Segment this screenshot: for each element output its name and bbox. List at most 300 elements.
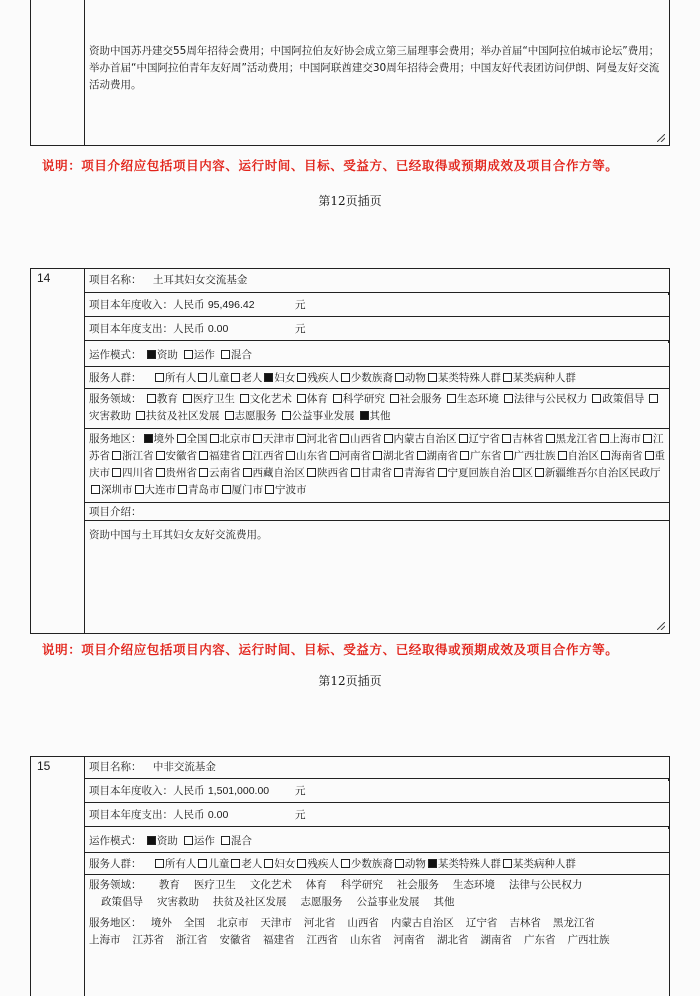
option-label: 吉林省 bbox=[512, 433, 544, 445]
option-item[interactable] bbox=[217, 917, 249, 929]
option-item[interactable] bbox=[251, 433, 295, 445]
option-item[interactable] bbox=[182, 835, 215, 847]
option-item[interactable] bbox=[219, 835, 252, 847]
checkbox-icon[interactable] bbox=[504, 394, 513, 403]
operation-mode-row bbox=[85, 829, 669, 853]
service-region-row bbox=[85, 429, 669, 503]
option-label: 少数族裔 bbox=[350, 372, 393, 384]
option-item[interactable] bbox=[502, 393, 588, 405]
option-item[interactable] bbox=[133, 484, 177, 496]
checkbox-icon[interactable] bbox=[177, 434, 186, 443]
option-label: 教育 bbox=[156, 393, 178, 405]
checkbox-icon[interactable] bbox=[417, 451, 426, 460]
option-item[interactable] bbox=[466, 917, 498, 929]
checkbox-icon[interactable] bbox=[558, 451, 567, 460]
option-item[interactable] bbox=[238, 393, 292, 405]
option-item[interactable] bbox=[341, 879, 383, 891]
option-item[interactable] bbox=[213, 896, 287, 908]
option-label: 江西省 bbox=[306, 934, 338, 946]
option-item[interactable] bbox=[220, 934, 252, 946]
option-item[interactable] bbox=[568, 934, 610, 946]
option-item[interactable] bbox=[393, 372, 426, 384]
option-label: 湖南省 bbox=[426, 450, 458, 462]
checkbox-icon[interactable] bbox=[112, 451, 121, 460]
option-label: 内蒙古自治区 bbox=[393, 433, 457, 445]
option-item[interactable] bbox=[295, 858, 339, 870]
note-text: 说明：项目介绍应包括项目内容、运行时间、目标、受益方、已经取得或预期成效及项目合作方等。 bbox=[42, 158, 619, 173]
currency-label: 人民币 bbox=[173, 299, 205, 311]
option-item[interactable] bbox=[220, 484, 264, 496]
option-item[interactable] bbox=[159, 879, 180, 891]
option-label: 深圳市 bbox=[101, 484, 133, 496]
option-label: 科学研究 bbox=[342, 393, 385, 405]
checkbox-icon[interactable] bbox=[459, 434, 468, 443]
checkbox-icon[interactable] bbox=[438, 468, 447, 477]
field-label: 项目本年度收入： bbox=[89, 299, 173, 311]
option-item[interactable] bbox=[89, 484, 133, 496]
option-item[interactable] bbox=[263, 484, 307, 496]
checkbox-icon[interactable] bbox=[184, 350, 193, 359]
option-label: 公益事业发展 bbox=[291, 410, 355, 422]
option-item[interactable] bbox=[101, 896, 143, 908]
checkbox-icon[interactable] bbox=[264, 859, 273, 868]
option-item[interactable] bbox=[295, 433, 339, 445]
option-item[interactable] bbox=[263, 934, 295, 946]
option-item[interactable] bbox=[388, 393, 442, 405]
checkbox-icon[interactable] bbox=[390, 394, 399, 403]
checkbox-icon[interactable] bbox=[503, 859, 512, 868]
option-item[interactable] bbox=[151, 917, 172, 929]
field-options bbox=[89, 393, 659, 422]
option-item[interactable] bbox=[208, 433, 252, 445]
option-label: 贵州省 bbox=[165, 467, 197, 479]
checkbox-icon[interactable] bbox=[360, 411, 369, 420]
income-row bbox=[85, 781, 669, 803]
option-label: 天津市 bbox=[263, 433, 295, 445]
option-label: 黑龙江省 bbox=[555, 433, 598, 445]
checkbox-icon[interactable] bbox=[649, 394, 658, 403]
checkbox-icon[interactable] bbox=[341, 859, 350, 868]
field-options bbox=[101, 896, 455, 908]
option-item[interactable] bbox=[89, 934, 121, 946]
option-item[interactable] bbox=[133, 934, 165, 946]
checkbox-icon[interactable] bbox=[135, 485, 144, 494]
option-item[interactable] bbox=[556, 450, 600, 462]
option-label: 广东省 bbox=[524, 934, 556, 946]
checkbox-icon[interactable] bbox=[513, 468, 522, 477]
checkbox-icon[interactable] bbox=[503, 373, 512, 382]
checkbox-icon[interactable] bbox=[600, 434, 609, 443]
option-item[interactable] bbox=[280, 410, 355, 422]
checkbox-icon[interactable] bbox=[286, 451, 295, 460]
checkbox-icon[interactable] bbox=[333, 394, 342, 403]
option-label: 辽宁省 bbox=[465, 917, 498, 929]
checkbox-icon[interactable] bbox=[243, 451, 252, 460]
unit-label: 元 bbox=[295, 809, 306, 821]
option-item[interactable] bbox=[382, 433, 457, 445]
option-item[interactable] bbox=[524, 934, 556, 946]
checkbox-icon[interactable] bbox=[147, 394, 156, 403]
option-label: 江西省 bbox=[252, 450, 284, 462]
option-item[interactable] bbox=[338, 433, 382, 445]
checkbox-icon[interactable] bbox=[144, 434, 153, 443]
checkbox-icon[interactable] bbox=[535, 468, 544, 477]
checkbox-icon[interactable] bbox=[645, 451, 654, 460]
project-name-row bbox=[85, 269, 669, 293]
checkbox-icon[interactable] bbox=[460, 451, 469, 460]
checkbox-icon[interactable] bbox=[340, 434, 349, 443]
currency-label: 人民币 bbox=[173, 785, 205, 797]
option-label: 上海市 bbox=[609, 433, 641, 445]
option-item[interactable] bbox=[426, 372, 501, 384]
option-label: 混合 bbox=[230, 349, 252, 361]
field-label: 项目本年度收入： bbox=[89, 785, 173, 797]
checkbox-icon[interactable] bbox=[155, 859, 164, 868]
option-item[interactable] bbox=[307, 934, 339, 946]
option-item[interactable] bbox=[295, 372, 339, 384]
checkbox-icon[interactable] bbox=[156, 468, 165, 477]
option-label: 公益事业发展 bbox=[356, 896, 420, 908]
option-item[interactable] bbox=[426, 858, 501, 870]
option-label: 湖北省 bbox=[437, 934, 469, 946]
option-item[interactable] bbox=[304, 917, 336, 929]
option-item[interactable] bbox=[500, 433, 544, 445]
region-options bbox=[89, 433, 665, 496]
option-item[interactable] bbox=[392, 467, 436, 479]
project-name-value: 土耳其妇女交流基金 bbox=[152, 274, 248, 286]
income-row bbox=[85, 295, 669, 317]
option-label: 北京市 bbox=[219, 433, 251, 445]
option-item[interactable] bbox=[262, 372, 295, 384]
checkbox-icon[interactable] bbox=[395, 859, 404, 868]
option-item[interactable] bbox=[599, 450, 643, 462]
option-item[interactable] bbox=[157, 896, 199, 908]
option-item[interactable] bbox=[134, 410, 220, 422]
option-label: 扶贫及社区发展 bbox=[213, 896, 287, 908]
project-number: 14 bbox=[37, 271, 51, 285]
option-label: 山东省 bbox=[350, 934, 382, 946]
checkbox-icon[interactable] bbox=[341, 373, 350, 382]
option-item[interactable] bbox=[347, 917, 379, 929]
option-item[interactable] bbox=[175, 433, 208, 445]
resize-handle-icon[interactable] bbox=[657, 622, 665, 630]
option-item[interactable] bbox=[241, 467, 306, 479]
option-label: 生态环境 bbox=[456, 393, 499, 405]
checkbox-icon[interactable] bbox=[307, 468, 316, 477]
option-item[interactable] bbox=[262, 858, 295, 870]
project-name-value: 中非交流基金 bbox=[152, 761, 216, 773]
project-form-continued bbox=[30, 0, 670, 146]
mode-options bbox=[145, 835, 252, 847]
option-label: 安徽省 bbox=[165, 450, 197, 462]
option-label: 青海省 bbox=[404, 467, 436, 479]
option-label: 重庆市 bbox=[89, 450, 665, 479]
checkbox-icon[interactable] bbox=[112, 468, 121, 477]
checkbox-icon[interactable] bbox=[330, 451, 339, 460]
option-item[interactable] bbox=[176, 484, 220, 496]
option-label: 浙江省 bbox=[122, 450, 154, 462]
checkbox-icon[interactable] bbox=[384, 434, 393, 443]
checkbox-icon[interactable] bbox=[198, 859, 207, 868]
field-label: 服务地区： bbox=[89, 433, 142, 445]
checkbox-icon[interactable] bbox=[243, 468, 252, 477]
project-form-15 bbox=[30, 756, 670, 996]
option-label: 医疗卫生 bbox=[192, 393, 235, 405]
checkbox-icon[interactable] bbox=[199, 451, 208, 460]
checkbox-icon[interactable] bbox=[156, 451, 165, 460]
option-item[interactable] bbox=[197, 467, 241, 479]
option-item[interactable] bbox=[194, 879, 236, 891]
checkbox-icon[interactable] bbox=[394, 468, 403, 477]
checkbox-icon[interactable] bbox=[91, 485, 100, 494]
option-item[interactable] bbox=[145, 835, 178, 847]
option-item[interactable] bbox=[284, 450, 328, 462]
option-label: 文化艺术 bbox=[249, 393, 292, 405]
service-field-row bbox=[85, 875, 669, 913]
checkbox-icon[interactable] bbox=[282, 411, 291, 420]
option-item[interactable] bbox=[219, 349, 252, 361]
option-item[interactable] bbox=[481, 934, 513, 946]
option-label: 甘肃省 bbox=[360, 467, 392, 479]
row-number-cell bbox=[31, 757, 85, 996]
option-item[interactable] bbox=[301, 896, 343, 908]
crowd-options bbox=[153, 858, 576, 870]
option-item[interactable] bbox=[181, 393, 235, 405]
option-label: 境外 bbox=[150, 917, 172, 929]
checkbox-icon[interactable] bbox=[395, 373, 404, 382]
option-label: 自治区 bbox=[567, 450, 599, 462]
option-item[interactable] bbox=[223, 410, 277, 422]
option-item[interactable] bbox=[457, 433, 501, 445]
checkbox-icon[interactable] bbox=[265, 485, 274, 494]
option-item[interactable] bbox=[176, 934, 208, 946]
checkbox-icon[interactable] bbox=[253, 434, 262, 443]
option-label: 儿童 bbox=[208, 372, 230, 384]
option-item[interactable] bbox=[339, 372, 393, 384]
checkbox-icon[interactable] bbox=[428, 373, 437, 382]
option-item[interactable] bbox=[590, 393, 644, 405]
checkbox-icon[interactable] bbox=[240, 394, 249, 403]
option-label: 文化艺术 bbox=[249, 879, 292, 891]
option-label: 某类病种人群 bbox=[512, 858, 576, 870]
checkbox-icon[interactable] bbox=[546, 434, 555, 443]
option-item[interactable] bbox=[436, 467, 511, 479]
option-item[interactable] bbox=[241, 450, 285, 462]
option-item[interactable] bbox=[501, 858, 576, 870]
option-label: 河北省 bbox=[306, 433, 338, 445]
checkbox-icon[interactable] bbox=[136, 411, 145, 420]
option-label: 湖南省 bbox=[480, 934, 512, 946]
checkbox-icon[interactable] bbox=[221, 350, 230, 359]
option-item[interactable] bbox=[544, 433, 598, 445]
option-item[interactable] bbox=[196, 372, 229, 384]
option-item[interactable] bbox=[553, 917, 595, 929]
option-label: 全国 bbox=[183, 917, 205, 929]
currency-label: 人民币 bbox=[173, 809, 205, 821]
option-label: 混合 bbox=[230, 835, 252, 847]
option-item[interactable] bbox=[397, 879, 439, 891]
field-label: 服务地区： bbox=[89, 917, 142, 929]
option-item[interactable] bbox=[339, 858, 393, 870]
field-options bbox=[159, 879, 583, 891]
option-item[interactable] bbox=[598, 433, 642, 445]
option-item[interactable] bbox=[182, 349, 215, 361]
checkbox-icon[interactable] bbox=[373, 451, 382, 460]
option-label: 大连市 bbox=[144, 484, 176, 496]
option-item[interactable] bbox=[110, 450, 154, 462]
option-label: 动物 bbox=[404, 858, 426, 870]
option-item[interactable] bbox=[509, 879, 583, 891]
option-label: 辽宁省 bbox=[468, 433, 500, 445]
option-item[interactable] bbox=[445, 393, 499, 405]
income-value: 95,496.42 bbox=[207, 299, 255, 311]
checkbox-icon[interactable] bbox=[183, 394, 192, 403]
option-item[interactable] bbox=[153, 858, 197, 870]
option-item[interactable] bbox=[511, 467, 534, 479]
field-label: 服务人群： bbox=[89, 372, 142, 384]
checkbox-icon[interactable] bbox=[225, 411, 234, 420]
option-item[interactable] bbox=[331, 393, 385, 405]
expense-row bbox=[85, 803, 669, 827]
option-label: 青岛市 bbox=[188, 484, 220, 496]
option-label: 其他 bbox=[433, 896, 455, 908]
checkbox-icon[interactable] bbox=[502, 434, 511, 443]
option-item[interactable] bbox=[502, 450, 556, 462]
checkbox-icon[interactable] bbox=[184, 836, 193, 845]
option-item[interactable] bbox=[437, 934, 469, 946]
option-item[interactable] bbox=[453, 879, 495, 891]
checkbox-icon[interactable] bbox=[147, 350, 156, 359]
option-label: 山西省 bbox=[347, 917, 379, 929]
option-item[interactable] bbox=[415, 450, 459, 462]
checkbox-icon[interactable] bbox=[351, 468, 360, 477]
option-label: 山西省 bbox=[350, 433, 382, 445]
option-label: 北京市 bbox=[216, 917, 249, 929]
checkbox-icon[interactable] bbox=[297, 859, 306, 868]
option-item[interactable] bbox=[434, 896, 455, 908]
field-label: 服务人群： bbox=[89, 858, 142, 870]
option-label: 某类特殊人群 bbox=[437, 372, 501, 384]
option-label: 江苏省 bbox=[89, 433, 664, 462]
checkbox-icon[interactable] bbox=[297, 434, 306, 443]
checkbox-icon[interactable] bbox=[147, 836, 156, 845]
checkbox-icon[interactable] bbox=[199, 468, 208, 477]
checkbox-icon[interactable] bbox=[592, 394, 601, 403]
option-item[interactable] bbox=[260, 917, 292, 929]
option-label: 浙江省 bbox=[176, 934, 208, 946]
checkbox-icon[interactable] bbox=[155, 373, 164, 382]
option-item[interactable] bbox=[142, 433, 175, 445]
option-item[interactable] bbox=[295, 393, 328, 405]
option-item[interactable] bbox=[393, 858, 426, 870]
option-label: 老人 bbox=[241, 858, 263, 870]
option-label: 志愿服务 bbox=[300, 896, 343, 908]
region-options bbox=[151, 917, 595, 929]
option-label: 妇女 bbox=[274, 372, 296, 384]
option-item[interactable] bbox=[197, 450, 241, 462]
option-label: 科学研究 bbox=[340, 879, 383, 891]
checkbox-icon[interactable] bbox=[428, 859, 437, 868]
checkbox-icon[interactable] bbox=[231, 373, 240, 382]
checkbox-icon[interactable] bbox=[504, 451, 513, 460]
option-label: 湖北省 bbox=[383, 450, 415, 462]
checkbox-icon[interactable] bbox=[297, 394, 306, 403]
checkbox-icon[interactable] bbox=[222, 485, 231, 494]
option-label: 其他 bbox=[369, 410, 391, 422]
option-item[interactable] bbox=[184, 917, 205, 929]
option-item[interactable] bbox=[196, 858, 229, 870]
checkbox-icon[interactable] bbox=[643, 434, 652, 443]
checkbox-icon[interactable] bbox=[198, 373, 207, 382]
option-label: 政策倡导 bbox=[101, 896, 143, 908]
option-item[interactable] bbox=[153, 372, 197, 384]
checkbox-icon[interactable] bbox=[210, 434, 219, 443]
option-label: 资助 bbox=[156, 349, 178, 361]
option-item[interactable] bbox=[154, 467, 198, 479]
intro-label-row bbox=[85, 503, 669, 521]
unit-label: 元 bbox=[295, 785, 306, 797]
option-item[interactable] bbox=[391, 917, 454, 929]
region-options bbox=[89, 934, 610, 946]
option-label: 厦门市 bbox=[231, 484, 263, 496]
option-item[interactable] bbox=[358, 410, 391, 422]
option-label: 河南省 bbox=[339, 450, 371, 462]
option-item[interactable] bbox=[509, 917, 541, 929]
option-item[interactable] bbox=[154, 450, 198, 462]
checkbox-icon[interactable] bbox=[447, 394, 456, 403]
option-item[interactable] bbox=[110, 467, 154, 479]
option-label: 法律与公民权力 bbox=[513, 393, 588, 405]
service-crowd-row bbox=[85, 853, 669, 875]
option-item[interactable] bbox=[533, 467, 661, 479]
option-item[interactable] bbox=[328, 450, 372, 462]
service-region-row bbox=[85, 913, 669, 993]
project-intro: 资助中国与土耳其妇女友好交流费用。 bbox=[89, 529, 268, 541]
checkbox-icon[interactable] bbox=[178, 485, 187, 494]
option-item[interactable] bbox=[357, 896, 420, 908]
option-item[interactable] bbox=[501, 372, 576, 384]
option-item[interactable] bbox=[394, 934, 426, 946]
option-item[interactable] bbox=[145, 393, 178, 405]
checkbox-icon[interactable] bbox=[221, 836, 230, 845]
checkbox-icon[interactable] bbox=[601, 451, 610, 460]
option-item[interactable] bbox=[349, 467, 393, 479]
project-form-14 bbox=[30, 268, 670, 634]
option-item[interactable] bbox=[458, 450, 502, 462]
option-label: 广西壮族 bbox=[513, 450, 556, 462]
option-item[interactable] bbox=[305, 467, 349, 479]
checkbox-icon[interactable] bbox=[264, 373, 273, 382]
option-item[interactable] bbox=[145, 349, 178, 361]
option-item[interactable] bbox=[250, 879, 292, 891]
expense-row bbox=[85, 317, 669, 341]
option-item[interactable] bbox=[229, 858, 262, 870]
option-item[interactable] bbox=[306, 879, 327, 891]
option-label: 法律与公民权力 bbox=[508, 879, 583, 891]
checkbox-icon[interactable] bbox=[231, 859, 240, 868]
checkbox-icon[interactable] bbox=[297, 373, 306, 382]
option-label: 某类特殊人群 bbox=[437, 858, 501, 870]
option-label: 天津市 bbox=[260, 917, 292, 929]
option-label: 生态环境 bbox=[452, 879, 495, 891]
option-item[interactable] bbox=[350, 934, 382, 946]
option-item[interactable] bbox=[371, 450, 415, 462]
option-label: 所有人 bbox=[164, 372, 197, 384]
resize-handle-icon[interactable] bbox=[657, 134, 665, 142]
option-label: 所有人 bbox=[164, 858, 197, 870]
option-item[interactable] bbox=[229, 372, 262, 384]
unit-label: 元 bbox=[295, 323, 306, 335]
